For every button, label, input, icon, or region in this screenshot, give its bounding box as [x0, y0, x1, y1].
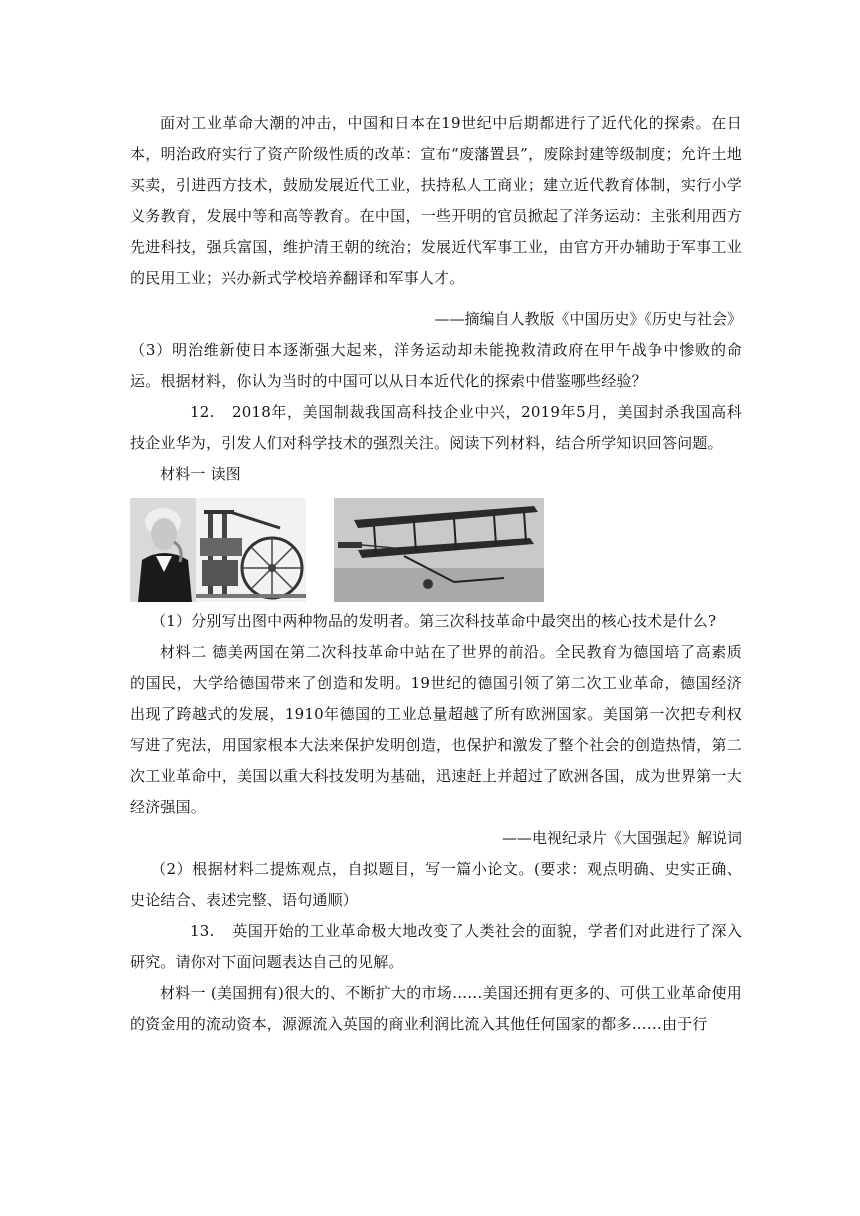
question-13-text: 英国开始的工业革命极大地改变了人类社会的面貌，学者们对此进行了深入研究。请你对下面问题表达自己的见解。 [130, 922, 742, 971]
question-12 [130, 397, 742, 459]
question-12-sub2: （2）根据材料二提炼观点，自拟题目，写一篇小论文。(要求：观点明确、史实正确、史论结合、表述完整、语句通顺） [130, 860, 742, 909]
question-13-number: 13. [190, 922, 215, 940]
question-12-sub1: （1）分别写出图中两种物品的发明者。第三次科技革命中最突出的核心技术是什么? [151, 612, 717, 630]
watt-steam-engine-image [130, 498, 306, 602]
passage-source: ——摘编自人教版《中国历史》《历史与社会》 [434, 310, 742, 328]
question-12-material2: 材料二 德美两国在第二次科技革命中站在了世界的前沿。全民教育为德国培了高素质的国民，大学给德国带来了创造和发明。19世纪的德国引领了第二次工业革命，德国经济出现了跨越式的发展，1910年德国的工业总量超越了所有欧洲国家。美国第一次把专利权写进了宪法，用国家根本大法来保护发明创造，也保护和激发了整个社会的创造热情，第二次工业革命中，美国以重大科技发明为基础，迅速赶上并超过了欧洲各国，成为世界第一大经济强国。 [130, 643, 742, 816]
wright-airplane-image [334, 498, 544, 602]
question-11-part-3: （3）明治维新使日本逐渐强大起来，洋务运动却未能挽救清政府在甲午战争中惨败的命运。根据材料，你认为当时的中国可以从日本近代化的探索中借鉴哪些经验？ [130, 341, 742, 390]
question-12-number: 12. [190, 403, 215, 421]
question-12-material2-source: ——电视纪录片《大国强起》解说词 [501, 829, 742, 847]
question-12-text: 2018年，美国制裁我国高科技企业中兴，2019年5月，美国封杀我国高科技企业华为，引发人们对科学技术的强烈关注。阅读下列材料，结合所学知识回答问题。 [130, 403, 742, 452]
question-13 [130, 916, 742, 978]
document-page [130, 108, 742, 1040]
question-13-material1: 材料一 (美国拥有)很大的、不断扩大的市场……美国还拥有更多的、可供工业革命使用的资金用的流动资本，源源流入英国的商业利润比流入其他任何国家的都多……由于行 [130, 984, 742, 1033]
material1-images [130, 498, 742, 602]
question-12-material1-label: 材料一 读图 [160, 465, 241, 483]
passage-intro: 面对工业革命大潮的冲击，中国和日本在19世纪中后期都进行了近代化的探索。在日本，明治政府实行了资产阶级性质的改革：宣布“废藩置县”，废除封建等级制度；允许土地买卖，引进西方技术，鼓励发展近代工业，扶持私人工商业；建立近代教育体制，实行小学义务教育，发展中等和高等教育。在中国，一些开明的官员掀起了洋务运动：主张利用西方先进科技，强兵富国，维护清王朝的统治；发展近代军事工业，由官方开办辅助于军事工业的民用工业；兴办新式学校培养翻译和军事人才。 [130, 114, 742, 287]
